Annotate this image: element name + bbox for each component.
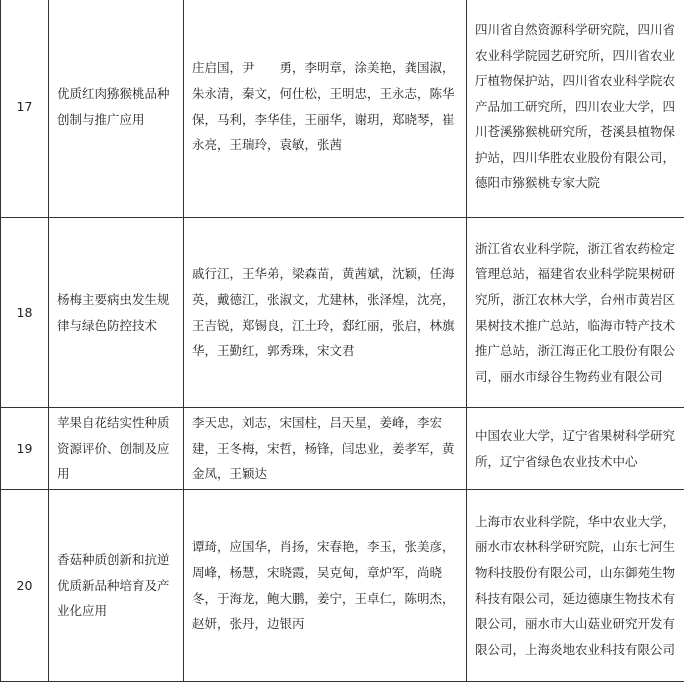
project-name: 优质红肉猕猴桃品种创制与推广应用 <box>49 0 184 218</box>
contributors: 戚行江，王华弟，梁森苗，黄茜斌，沈颖，任海英，戴德江，张淑文，尤建林，张泽煌，沈亮，王吉锐，郑锡良，江土玲，郄红丽，张启，林旗华，王勤红，郭秀珠，宋文君 <box>184 218 467 408</box>
project-name: 杨梅主要病虫发生规律与绿色防控技术 <box>49 218 184 408</box>
project-name: 苹果自花结实性种质资源评价、创制及应用 <box>49 408 184 490</box>
table-row <box>1 0 684 218</box>
organizations: 上海市农业科学院，华中农业大学，丽水市农林科学研究院，山东七河生物科技股份有限公司，山东御苑生物科技有限公司，延边德康生物技术有限公司，丽水市大山菇业研究开发有限公司，上海炎地农业科技有限公司 <box>467 490 684 682</box>
contributors: 庄启国，尹 勇，李明章，涂美艳，龚国淑，朱永清，秦文，何仕松，王明忠，王永志，陈华保，马利，李华佳，王丽华，谢玥，郑晓琴，崔永亮，王瑞玲，袁敏，张茜 <box>184 0 467 218</box>
table-row <box>1 408 684 490</box>
organizations: 浙江省农业科学院，浙江省农药检定管理总站，福建省农业科学院果树研究所，浙江农林大学，台州市黄岩区果树技术推广总站，临海市特产技术推广总站，浙江海正化工股份有限公司，丽水市绿谷生物药业有限公司 <box>467 218 684 408</box>
organizations: 中国农业大学，辽宁省果树科学研究所，辽宁省绿色农业技术中心 <box>467 408 684 490</box>
table-row <box>1 490 684 682</box>
project-name: 香菇种质创新和抗逆优质新品种培育及产业化应用 <box>49 490 184 682</box>
contributors: 李天忠，刘志，宋国柱，吕天星，姜峰，李宏建，王冬梅，宋哲，杨锋，闫忠业，姜孝军，黄金凤，王颖达 <box>184 408 467 490</box>
organizations: 四川省自然资源科学研究院，四川省农业科学院园艺研究所，四川省农业厅植物保护站，四川省农业科学院农产品加工研究所，四川农业大学，四川苍溪猕猴桃研究所，苍溪县植物保护站，四川华胜农业股份有限公司，德阳市猕猴桃专家大院 <box>467 0 684 218</box>
row-number: 20 <box>1 490 49 682</box>
row-number: 18 <box>1 218 49 408</box>
contributors: 谭琦，应国华，肖扬，宋春艳，李玉，张美彦，周峰，杨慧，宋晓霞，吴克甸，章炉军，尚晓冬，于海龙，鲍大鹏，姜宁，王卓仁，陈明杰，赵妍，张丹，边银丙 <box>184 490 467 682</box>
row-number: 19 <box>1 408 49 490</box>
row-number: 17 <box>1 0 49 218</box>
table-row <box>1 218 684 408</box>
